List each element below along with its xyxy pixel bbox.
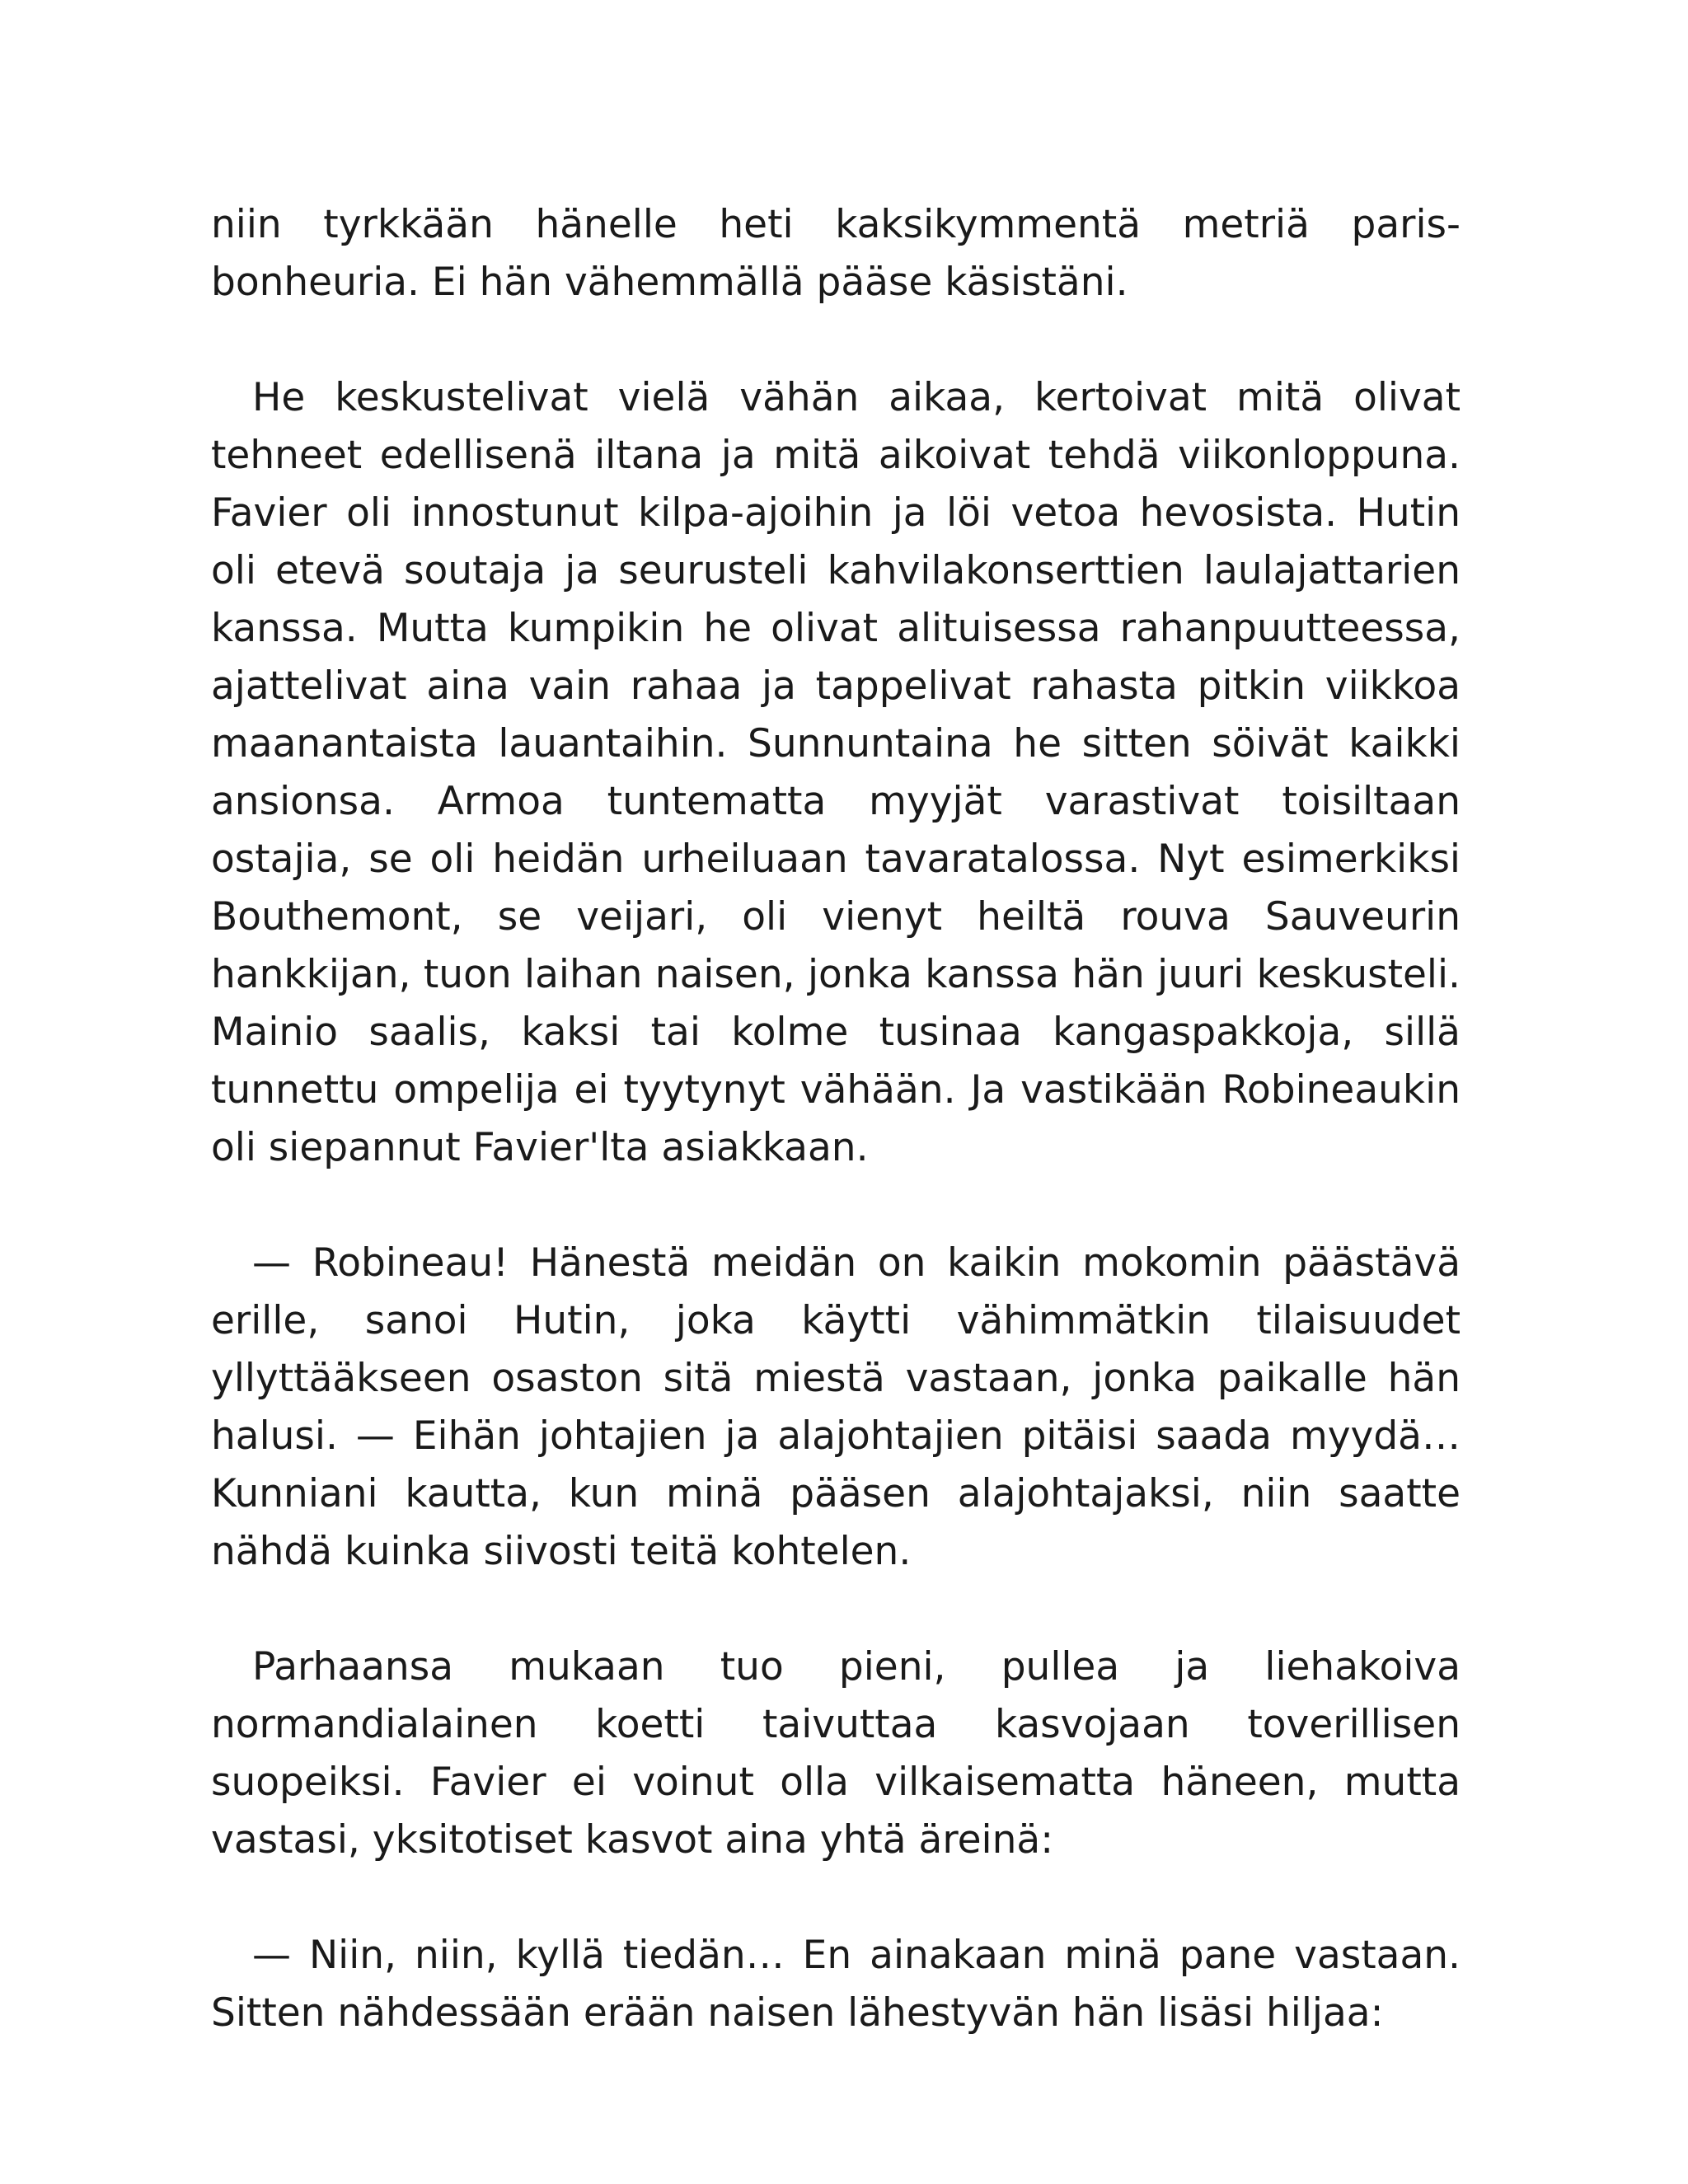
- paragraph-2: He keskustelivat vielä vähän aikaa, kertoivat mitä olivat tehneet edellisenä iltana ja mitä aikoivat tehdä viikonloppuna. Favier oli innostunut kilpa-ajoihin ja löi vetoa hevosista. Hutin oli etevä soutaja ja seurusteli kahvilakonserttien laulajattarien kanssa. Mutta kumpikin he olivat alituisessa rahanpuutteessa, ajattelivat aina vain rahaa ja tappelivat rahasta pitkin viikkoa maanantaista lauantaihin. Sunnuntaina he sitten söivät kaikki ansionsa. Armoa tuntematta myyjät varastivat toisiltaan ostajia, se oli heidän urheiluaan tavaratalossa. Nyt esimerkiksi Bouthemont, se veijari, oli vienyt heiltä rouva Sauveurin hankkijan, tuon laihan naisen, jonka kanssa hän juuri keskusteli. Mainio saalis, kaksi tai kolme tusinaa kangaspakkoja, sillä tunnettu ompelija ei tyytynyt vähään. Ja vastikään Robineaukin oli siepannut Favier'lta asiakkaan.: [211, 375, 1461, 1170]
- paragraph-4: Parhaansa mukaan tuo pieni, pullea ja liehakoiva normandialainen koetti taivuttaa kasvojaan toverillisen suopeiksi. Favier ei voinut olla vilkaisematta häneen, mutta vastasi, yksitotiset kasvot aina yhtä äreinä:: [211, 1644, 1461, 1863]
- document-page: [211, 196, 1461, 2100]
- paragraph-1: niin tyrkkään hänelle heti kaksikymmentä metriä paris-bonheuria. Ei hän vähemmällä pääse käsistäni.: [211, 202, 1461, 305]
- paragraph-3: — Robineau! Hänestä meidän on kaikin mokomin päästävä erille, sanoi Hutin, joka käytti vähimmätkin tilaisuudet yllyttääkseen osaston sitä miestä vastaan, jonka paikalle hän halusi. — Eihän johtajien ja alajohtajien pitäisi saada myydä… Kunniani kautta, kun minä pääsen alajohtajaksi, niin saatte nähdä kuinka siivosti teitä kohtelen.: [211, 1240, 1461, 1574]
- paragraph-5: — Niin, niin, kyllä tiedän… En ainakaan minä pane vastaan. Sitten nähdessään erään naisen lähestyvän hän lisäsi hiljaa:: [211, 1933, 1461, 2036]
